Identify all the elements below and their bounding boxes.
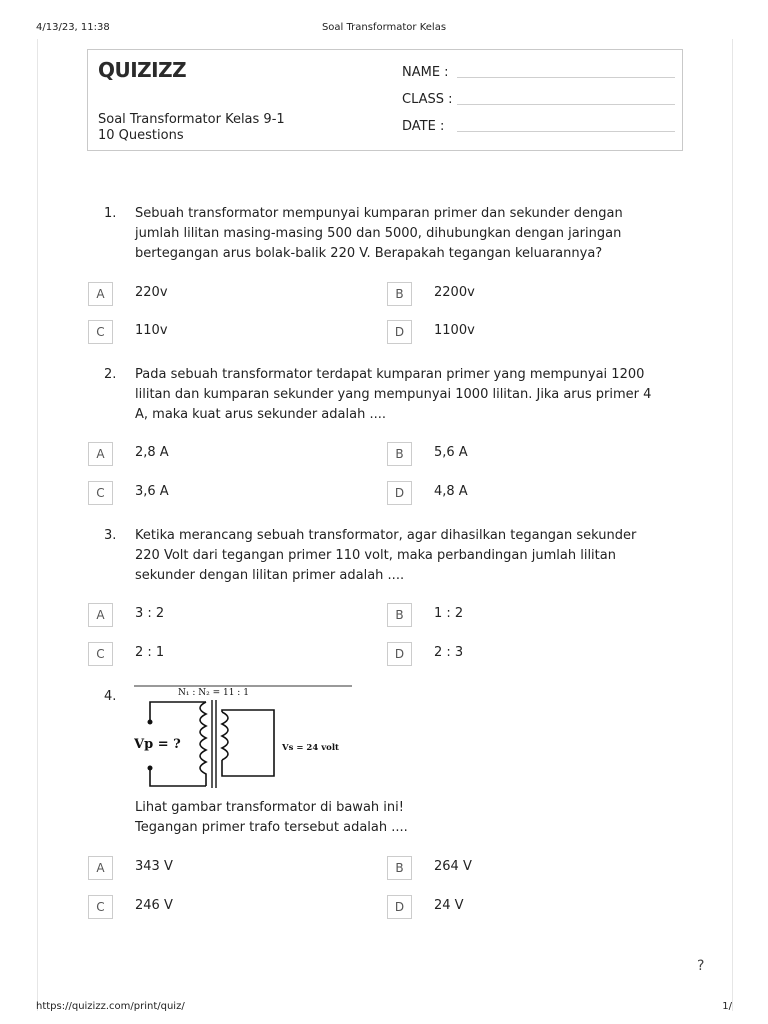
- question-line: 220 Volt dari tegangan primer 110 volt, maka perbandingan jumlah lilitan: [135, 548, 616, 563]
- quiz-header-box: [87, 49, 683, 151]
- quiz-title: Soal Transformator Kelas 9-1: [98, 112, 285, 127]
- question-number: 4.: [104, 689, 117, 704]
- question-text: [135, 204, 691, 264]
- question-line: Lihat gambar transformator di bawah ini!: [135, 800, 404, 815]
- question-number: 1.: [104, 206, 117, 221]
- question-text: [135, 798, 691, 838]
- vs-label: Vs = 24 volt: [282, 743, 339, 753]
- option-letter: B: [387, 603, 412, 627]
- option-letter: A: [88, 856, 113, 880]
- option-value: 110v: [135, 323, 168, 338]
- date-label: DATE :: [402, 119, 445, 134]
- question-line: Ketika merancang sebuah transformator, agar dihasilkan tegangan sekunder: [135, 528, 637, 543]
- page-number: 1/: [722, 1001, 732, 1012]
- question-line: sekunder dengan lilitan primer adalah ....: [135, 568, 405, 583]
- question-line: Pada sebuah transformator terdapat kumparan primer yang mempunyai 1200: [135, 367, 645, 382]
- option-letter: C: [88, 320, 113, 344]
- option-value: 264 V: [434, 859, 472, 874]
- print-date: 4/13/23, 11:38: [36, 22, 110, 33]
- option-value: 1100v: [434, 323, 475, 338]
- option-value: 24 V: [434, 898, 464, 913]
- option-letter: A: [88, 442, 113, 466]
- option-letter: D: [387, 642, 412, 666]
- name-line: [457, 76, 675, 78]
- option-letter: B: [387, 442, 412, 466]
- class-line: [457, 103, 675, 105]
- question-line: Tegangan primer trafo tersebut adalah ....: [135, 820, 408, 835]
- date-line: [457, 130, 675, 132]
- option-value: 343 V: [135, 859, 173, 874]
- question-line: jumlah lilitan masing-masing 500 dan 5000, dihubungkan dengan jaringan: [135, 226, 622, 241]
- option-letter: C: [88, 895, 113, 919]
- option-value: 4,8 A: [434, 484, 468, 499]
- option-value: 5,6 A: [434, 445, 468, 460]
- option-letter: D: [387, 481, 412, 505]
- question-line: bertegangan arus bolak-balik 220 V. Berapakah tegangan keluarannya?: [135, 246, 603, 261]
- option-value: 1 : 2: [434, 606, 464, 621]
- option-value: 3 : 2: [135, 606, 165, 621]
- option-letter: B: [387, 282, 412, 306]
- question-text: [135, 365, 691, 425]
- transformer-figure: [134, 684, 352, 788]
- option-value: 220v: [135, 285, 168, 300]
- class-label: CLASS :: [402, 92, 453, 107]
- option-letter: A: [88, 603, 113, 627]
- vp-label: Vp = ?: [134, 737, 181, 752]
- help-question-icon[interactable]: ?: [697, 958, 705, 974]
- footer-url: https://quizizz.com/print/quiz/: [36, 1001, 185, 1012]
- question-number: 3.: [104, 528, 117, 543]
- quizizz-logo: QUIZIZZ: [98, 58, 187, 82]
- option-letter: D: [387, 320, 412, 344]
- option-value: 2 : 3: [434, 645, 464, 660]
- option-letter: C: [88, 481, 113, 505]
- option-value: 3,6 A: [135, 484, 169, 499]
- question-line: Sebuah transformator mempunyai kumparan primer dan sekunder dengan: [135, 206, 623, 221]
- option-letter: B: [387, 856, 412, 880]
- question-number: 2.: [104, 367, 117, 382]
- question-line: lilitan dan kumparan sekunder yang mempunyai 1000 lilitan. Jika arus primer 4: [135, 387, 652, 402]
- option-letter: C: [88, 642, 113, 666]
- question-count: 10 Questions: [98, 128, 184, 143]
- question-line: A, maka kuat arus sekunder adalah ....: [135, 407, 386, 422]
- name-field: [402, 65, 449, 80]
- option-letter: D: [387, 895, 412, 919]
- option-value: 2200v: [434, 285, 475, 300]
- name-label: NAME :: [402, 65, 449, 80]
- date-field: [402, 119, 444, 134]
- option-value: 246 V: [135, 898, 173, 913]
- option-value: 2,8 A: [135, 445, 169, 460]
- option-value: 2 : 1: [135, 645, 165, 660]
- class-field: [402, 92, 453, 107]
- option-letter: A: [88, 282, 113, 306]
- print-title: Soal Transformator Kelas: [321, 22, 447, 33]
- question-text: [135, 526, 691, 586]
- turns-ratio-label: N₁ : N₂ = 11 : 1: [178, 688, 249, 698]
